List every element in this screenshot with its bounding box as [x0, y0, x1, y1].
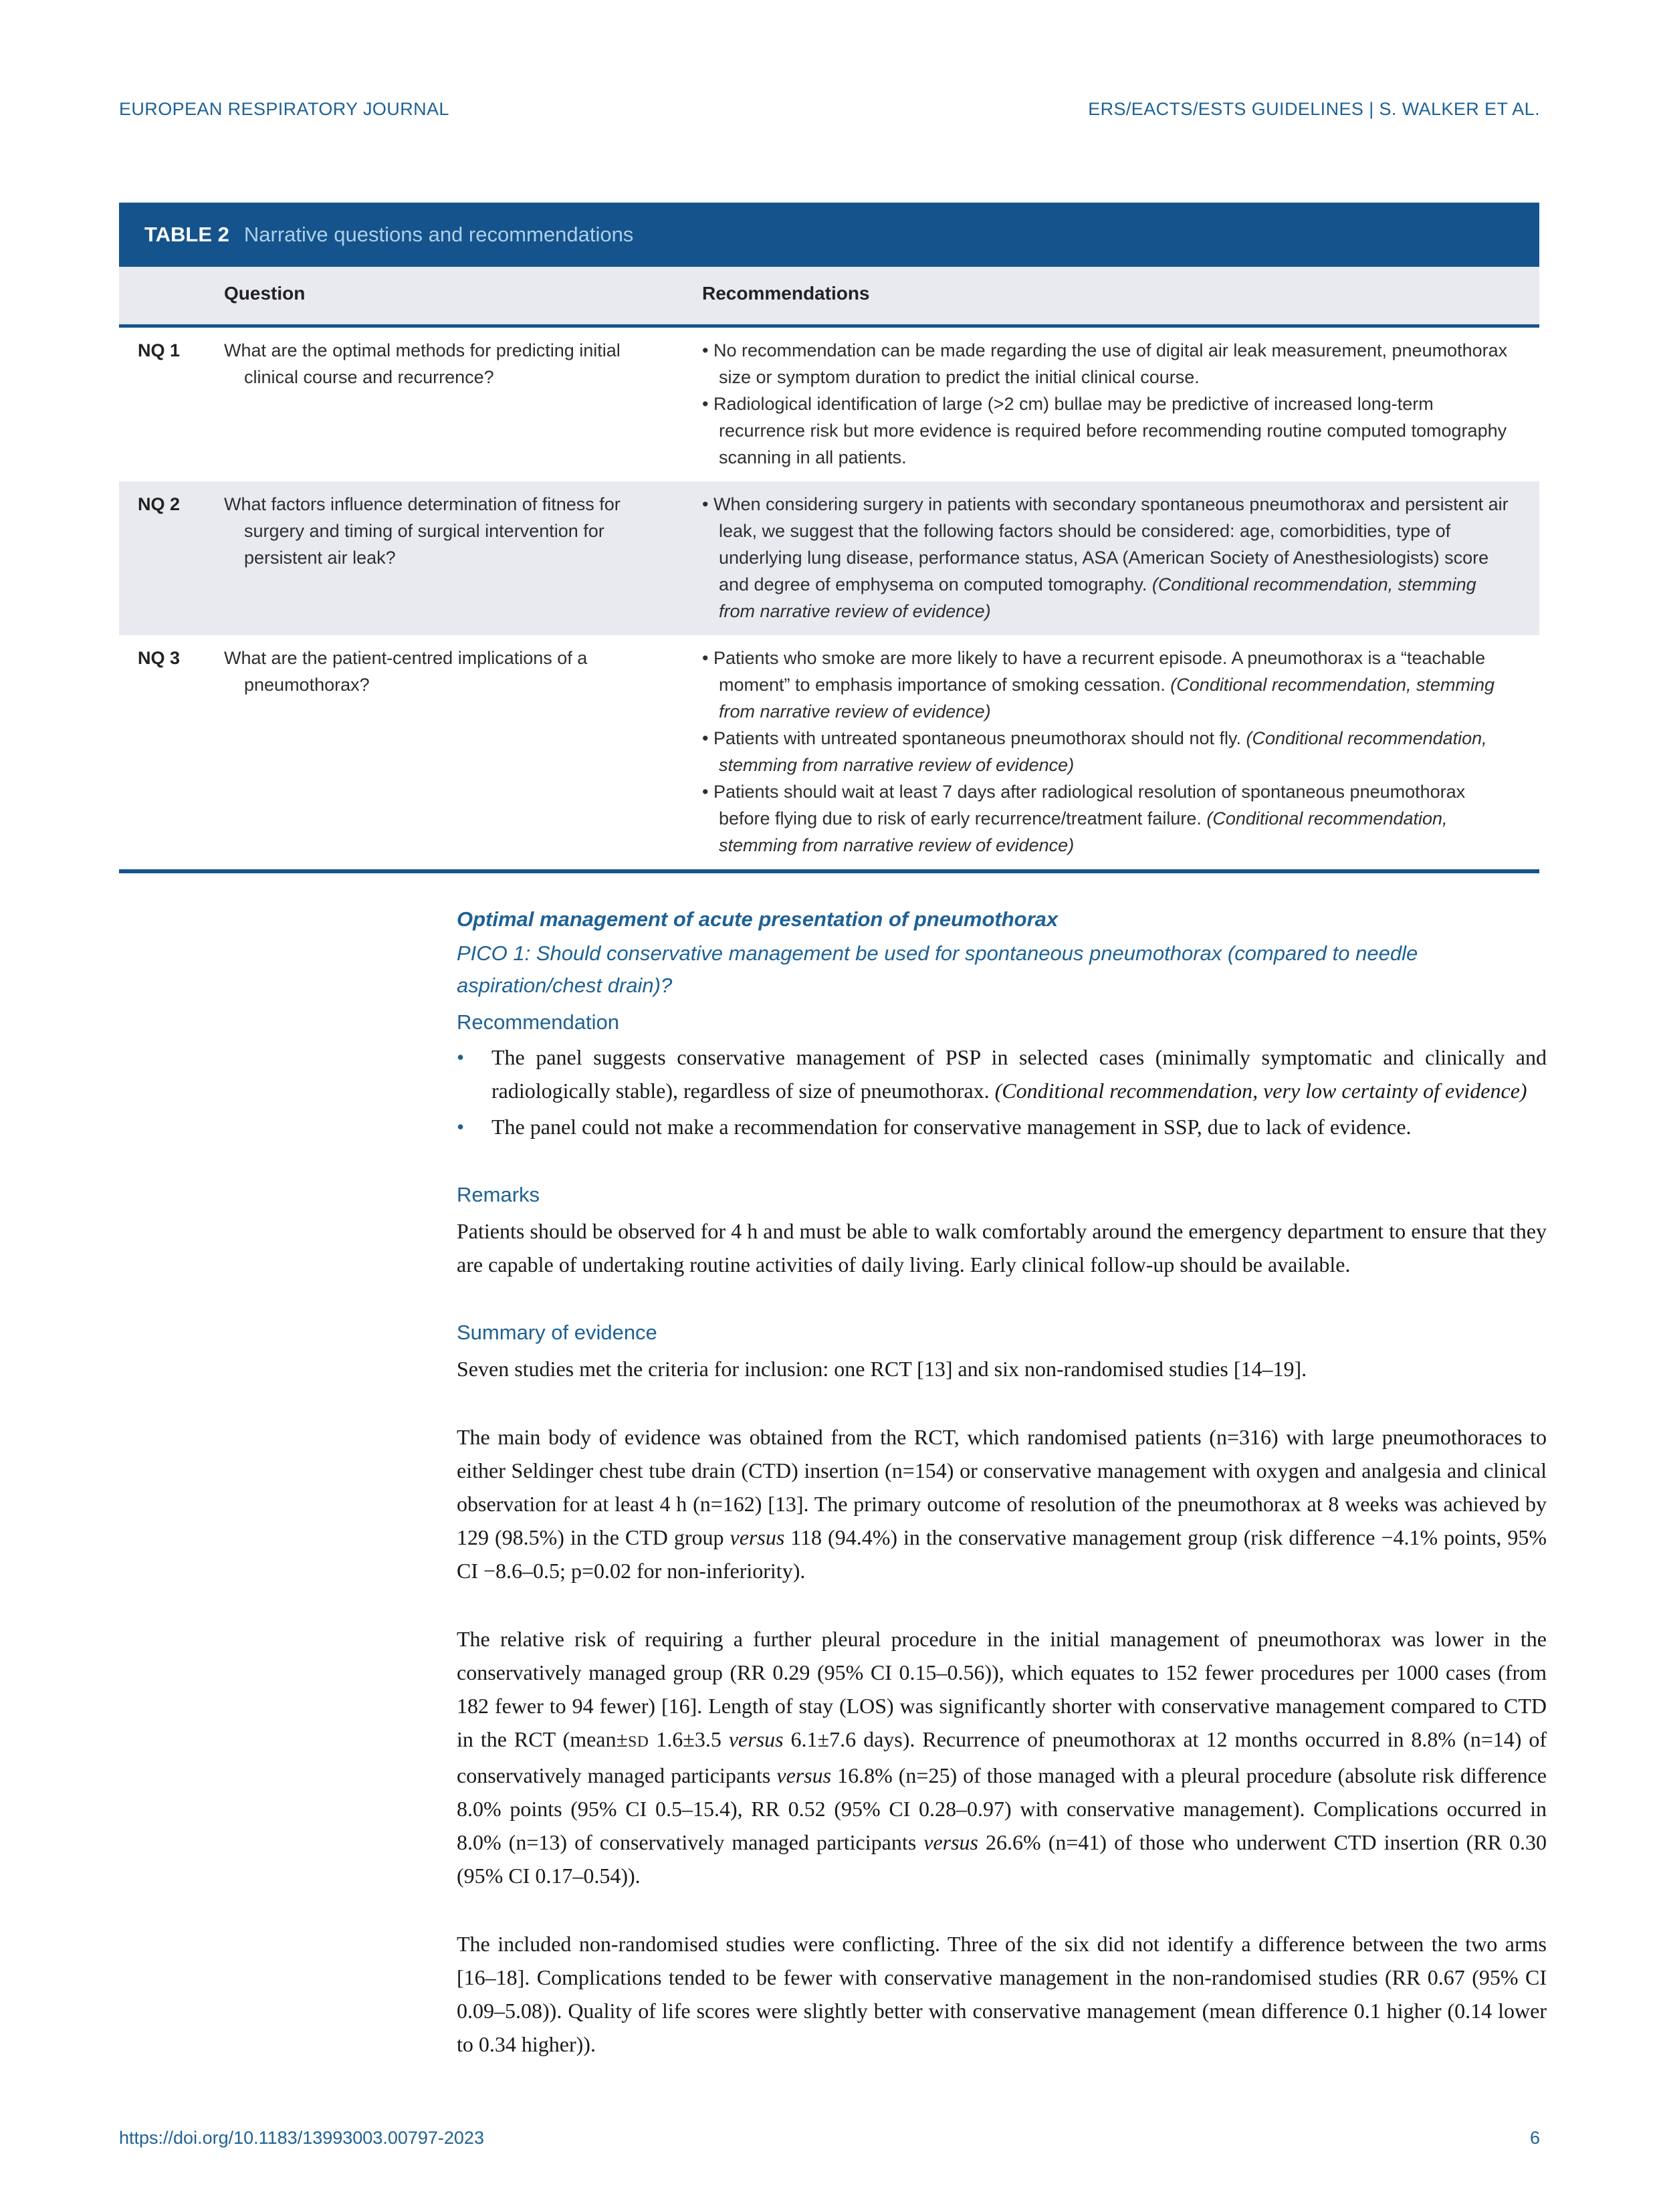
- recommendations-cell: [702, 337, 1539, 471]
- page-footer: [119, 2128, 1540, 2148]
- recommendation-item: • Radiological identification of large (>2 cm) bullae may be predictive of increased long-term recurrence risk but more evidence is required before recommending routine computed tomography scanning in all patients.: [702, 391, 1517, 471]
- column-header-recommendations: Recommendations: [702, 283, 870, 304]
- recommendations-cell: [702, 491, 1539, 625]
- question-id: NQ 1: [138, 340, 181, 360]
- recommendation-item: • Patients with untreated spontaneous pneumothorax should not fly. (Conditional recommendation, stemming from narrative review of evidence): [702, 725, 1517, 778]
- paragraph-relative-risk: The relative risk of requiring a further pleural procedure in the initial management of pneumothorax was lower in the conservatively managed group (RR 0.29 (95% CI 0.15–0.56)), which equates to 152 fewer procedures per 1000 cases (from 182 fewer to 94 fewer) [16]. Length of stay (LOS) was significantly shorter with conservative management compared to CTD in the RCT (mean±SD 1.6±3.5 versus 6.1±7.6 days). Recurrence of pneumothorax at 12 months occurred in 8.8% (n=14) of conservatively managed participants versus 16.8% (n=25) of those managed with a pleural procedure (absolute risk difference 8.0% points (95% CI 0.5–15.4), RR 0.52 (95% CI 0.28–0.97) with conservative management). Complications occurred in 8.0% (n=13) of conservatively managed participants versus 26.6% (n=41) of those who underwent CTD insertion (RR 0.30 (95% CI 0.17–0.54)).: [457, 1627, 1547, 1888]
- recommendation-bullet: [457, 1040, 1547, 1107]
- bullet-icon: [457, 1040, 491, 1107]
- remarks-paragraph: Patients should be observed for 4 h and must be able to walk comfortably around the emergency department to ensure that they are capable of undertaking routine activities of daily living. Early clinical follow-up should be available.: [457, 1219, 1547, 1277]
- bullet-text: The panel could not make a recommendation for conservative management in SSP, due to lack of evidence.: [491, 1115, 1412, 1139]
- spacer: [457, 1281, 1547, 1312]
- table-row-nq3: [119, 635, 1539, 869]
- data-table: [119, 203, 1539, 873]
- table-row-nq2: [119, 481, 1539, 635]
- recommendation-item: • No recommendation can be made regarding the use of digital air leak measurement, pneumothorax size or symptom duration to predict the initial clinical course.: [702, 337, 1517, 391]
- spacer: [457, 1587, 1547, 1618]
- paragraph-non-randomised: The included non-randomised studies were conflicting. Three of the six did not identify a difference between the two arms [16–18]. Complications tended to be fewer with conservative management in the non-randomised studies (RR 0.67 (95% CI 0.09–5.08)). Quality of life scores were slightly better with conservative management (mean difference 0.1 higher (0.14 lower to 0.34 higher)).: [457, 1932, 1547, 2056]
- spacer: [457, 1386, 1547, 1416]
- bullet-text: The panel suggests conservative management of PSP in selected cases (minimally symptomatic and clinically and radiologically stable), regardless of size of pneumothorax. (Conditional recommendation, very low certainty of evidence): [491, 1045, 1547, 1103]
- section-heading: Optimal management of acute presentation of pneumothorax: [457, 907, 1059, 931]
- table-title: Narrative questions and recommendations: [243, 223, 634, 246]
- summary-heading: Summary of evidence: [457, 1321, 657, 1344]
- article-meta: ERS/EACTS/ESTS GUIDELINES | S. WALKER ET AL.: [1088, 99, 1540, 119]
- remarks-heading: Remarks: [457, 1183, 540, 1206]
- recommendation-item: • Patients should wait at least 7 days after radiological resolution of spontaneous pneumothorax before flying due to risk of early recurrence/treatment failure. (Conditional recommendation, stemming from narrative review of evidence): [702, 778, 1517, 859]
- column-header-question: Question: [224, 283, 306, 304]
- bullet-icon: [457, 1110, 491, 1143]
- recommendation-bullet: [457, 1110, 1547, 1143]
- journal-name: EUROPEAN RESPIRATORY JOURNAL: [119, 99, 449, 119]
- recommendation-item: • When considering surgery in patients with secondary spontaneous pneumothorax and persistent air leak, we suggest that the following factors should be considered: age, comorbidities, type of underlying lung disease, performance status, ASA (American Society of Anesthesiologists) score and degree of emphysema on computed tomography. (Conditional recommendation, stemming from narrative review of evidence): [702, 491, 1517, 625]
- table-title-bar: [119, 203, 1539, 267]
- recommendations-cell: [702, 645, 1539, 859]
- question-id: NQ 2: [138, 494, 181, 514]
- question-text: What factors influence determination of fitness for surgery and timing of surgical intervention for persistent air leak?: [224, 494, 621, 568]
- table-label: TABLE 2: [144, 223, 229, 246]
- spacer: [457, 1892, 1547, 1923]
- question-id: NQ 3: [138, 648, 181, 668]
- spacer: [457, 1143, 1547, 1174]
- question-text: What are the optimal methods for predicting initial clinical course and recurrence?: [224, 340, 621, 387]
- column-header-spacer: [119, 283, 224, 304]
- doi-link[interactable]: https://doi.org/10.1183/13993003.00797-2023: [119, 2128, 484, 2148]
- pico-heading: PICO 1: Should conservative management be used for spontaneous pneumothorax (compared to needle aspiration/chest drain)?: [457, 942, 1418, 997]
- article-body: [457, 904, 1547, 2061]
- table-row-nq1: [119, 328, 1539, 481]
- question-text: What are the patient-centred implications of a pneumothorax?: [224, 648, 588, 695]
- summary-intro: Seven studies met the criteria for inclusion: one RCT [13] and six non-randomised studies [14–19].: [457, 1357, 1307, 1381]
- page-number: 6: [1529, 2128, 1540, 2148]
- recommendation-item: • Patients who smoke are more likely to have a recurrent episode. A pneumothorax is a “teachable moment” to emphasis importance of smoking cessation. (Conditional recommendation, stemming from narrative review of evidence): [702, 645, 1517, 725]
- table-column-headers: [119, 267, 1539, 328]
- recommendation-heading: Recommendation: [457, 1010, 619, 1034]
- page-header: [119, 99, 1540, 120]
- paragraph-evidence-rct: The main body of evidence was obtained from the RCT, which randomised patients (n=316) with large pneumothoraces to either Seldinger chest tube drain (CTD) insertion (n=154) or conservative management with oxygen and analgesia and clinical observation for at least 4 h (n=162) [13]. The primary outcome of resolution of the pneumothorax at 8 weeks was achieved by 129 (98.5%) in the CTD group versus 118 (94.4%) in the conservative management group (risk difference −4.1% points, 95% CI −8.6–0.5; p=0.02 for non-inferiority).: [457, 1425, 1547, 1583]
